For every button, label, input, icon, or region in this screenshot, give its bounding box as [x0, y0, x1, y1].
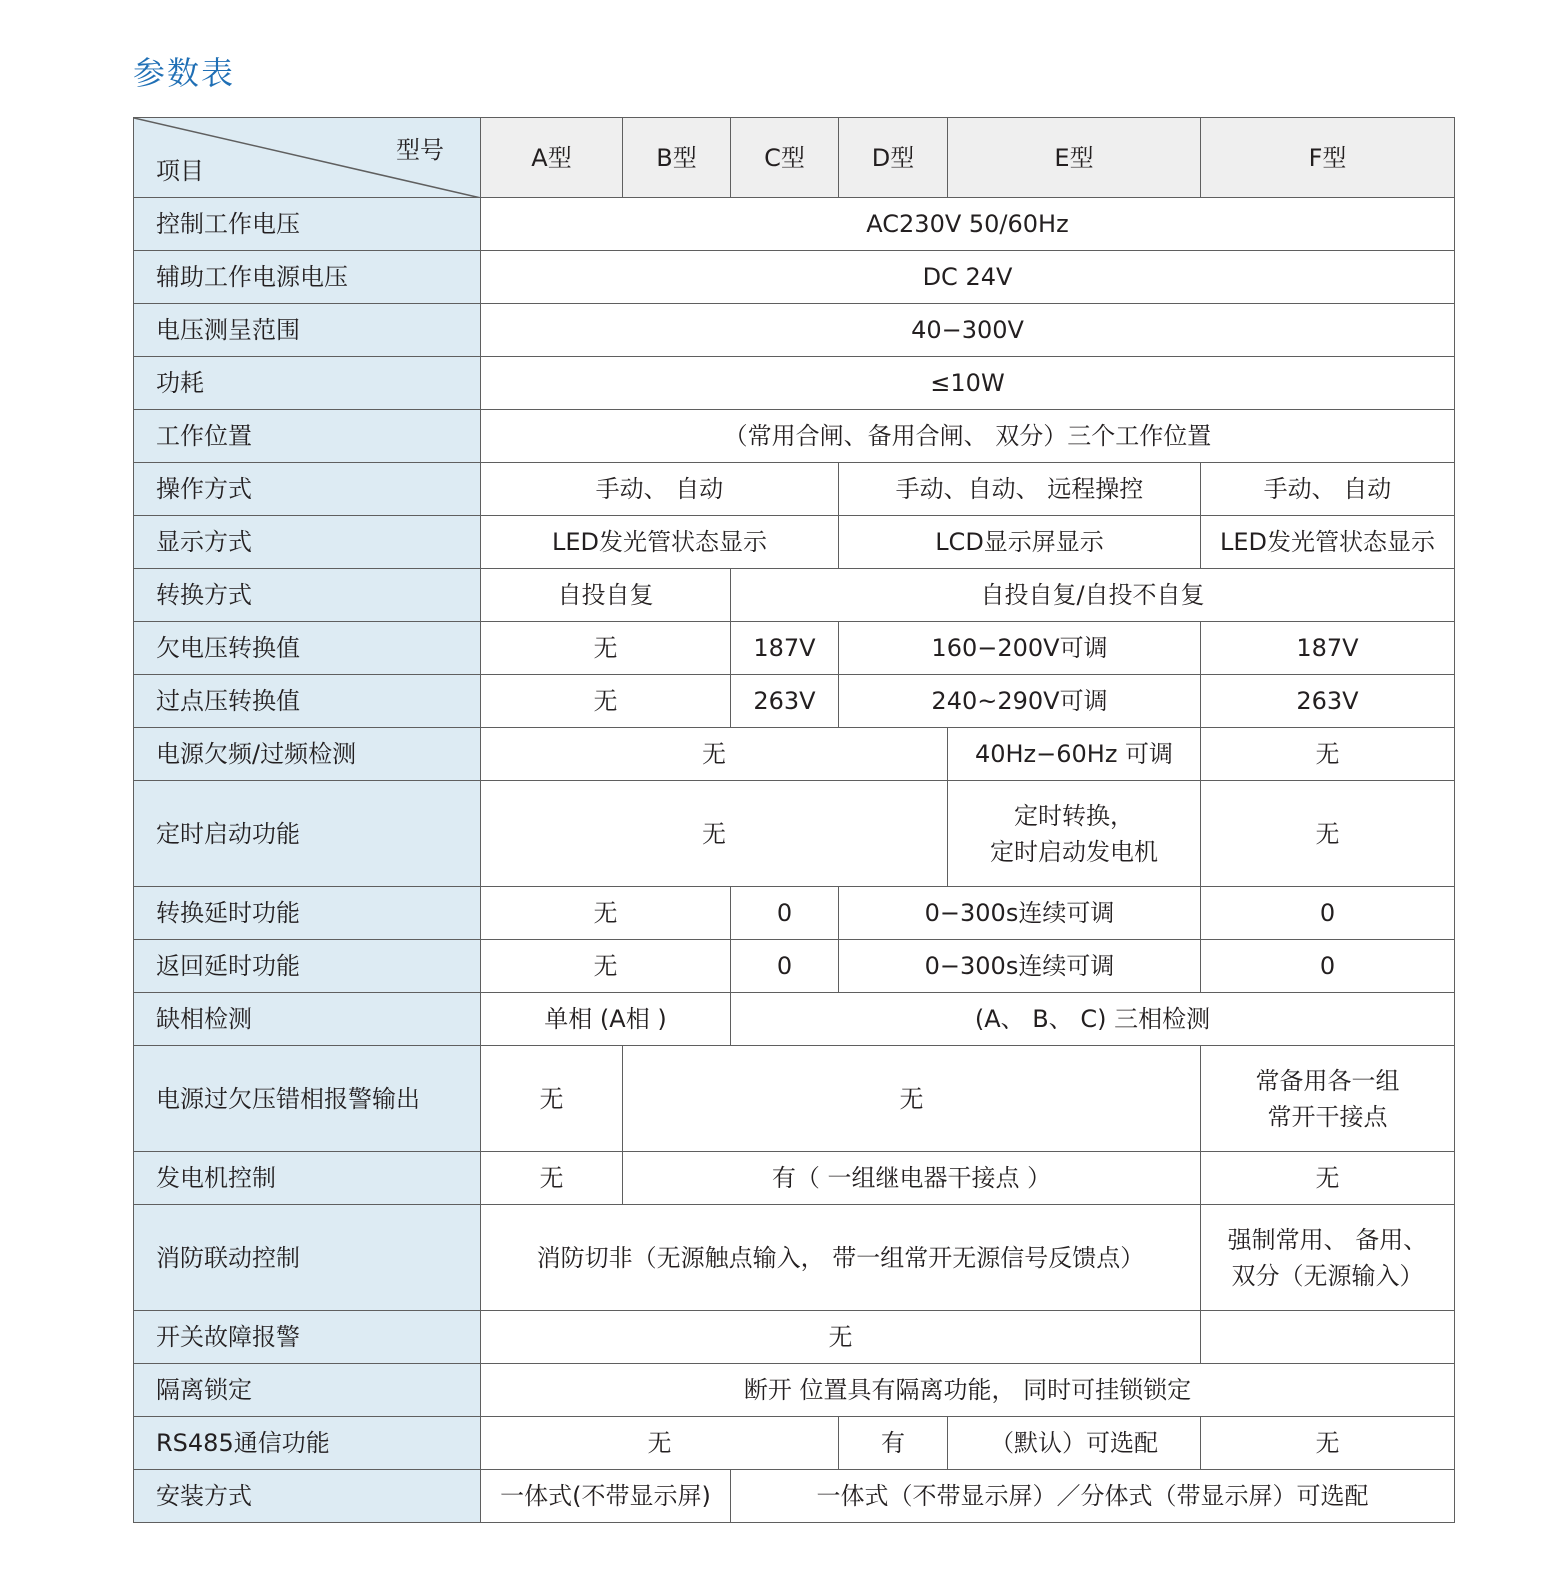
row-label: 过点压转换值 [134, 675, 481, 728]
value-cell [1201, 1046, 1455, 1152]
value-cell: 无 [481, 1152, 623, 1205]
table-row [134, 569, 1455, 622]
parameter-table [133, 117, 1455, 1523]
table-row [134, 675, 1455, 728]
table-row [134, 463, 1455, 516]
value-cell: 0 [731, 940, 839, 993]
table-row [134, 940, 1455, 993]
row-label: 转换方式 [134, 569, 481, 622]
table-row [134, 304, 1455, 357]
model-e-header: E型 [948, 118, 1201, 198]
value-cell: 有 [839, 1417, 948, 1470]
value-cell: 240~290V可调 [839, 675, 1201, 728]
value-line: 定时启动发电机 [990, 837, 1158, 866]
value-line: 强制常用、 备用、 [1227, 1225, 1428, 1254]
value-cell: 单相 (A相 ) [481, 993, 731, 1046]
value-cell: DC 24V [481, 251, 1455, 304]
row-label: 转换延时功能 [134, 887, 481, 940]
row-label: 发电机控制 [134, 1152, 481, 1205]
value-line: 常备用各一组 [1255, 1066, 1400, 1095]
value-cell [1201, 1205, 1455, 1311]
value-cell: 0 [731, 887, 839, 940]
value-cell: 消防切非（无源触点输入， 带一组常开无源信号反馈点） [481, 1205, 1201, 1311]
model-f-header: F型 [1201, 118, 1455, 198]
value-cell: 断开 位置具有隔离功能， 同时可挂锁锁定 [481, 1364, 1455, 1417]
value-cell: AC230V 50/60Hz [481, 198, 1455, 251]
value-cell: LED发光管状态显示 [481, 516, 839, 569]
value-line: 常开干接点 [1267, 1102, 1388, 1131]
row-label: 电源过欠压错相报警输出 [134, 1046, 481, 1152]
table-row [134, 887, 1455, 940]
row-label: RS485通信功能 [134, 1417, 481, 1470]
table-row [134, 198, 1455, 251]
value-cell: 无 [481, 781, 948, 887]
row-label: 开关故障报警 [134, 1311, 481, 1364]
item-heading: 项目 [156, 157, 204, 185]
table-row [134, 1046, 1455, 1152]
row-label: 电源欠频/过频检测 [134, 728, 481, 781]
model-heading: 型号 [396, 136, 444, 164]
value-cell: 0 [1201, 887, 1455, 940]
header-row [134, 118, 1455, 198]
row-label: 隔离锁定 [134, 1364, 481, 1417]
model-c-header: C型 [731, 118, 839, 198]
value-cell: ≤10W [481, 357, 1455, 410]
value-cell: 一体式（不带显示屏）／分体式（带显示屏）可选配 [731, 1470, 1455, 1523]
table-row [134, 1364, 1455, 1417]
row-label: 返回延时功能 [134, 940, 481, 993]
value-cell: 自投自复 [481, 569, 731, 622]
row-label: 缺相检测 [134, 993, 481, 1046]
row-label: 辅助工作电源电压 [134, 251, 481, 304]
value-cell: 无 [1201, 728, 1455, 781]
table-row [134, 993, 1455, 1046]
value-line: 双分（无源输入） [1231, 1261, 1424, 1290]
row-label: 控制工作电压 [134, 198, 481, 251]
model-a-header: A型 [481, 118, 623, 198]
table-row [134, 1205, 1455, 1311]
table-row [134, 1152, 1455, 1205]
row-label: 消防联动控制 [134, 1205, 481, 1311]
value-cell: （默认）可选配 [948, 1417, 1201, 1470]
value-cell [948, 781, 1201, 887]
value-cell: 263V [731, 675, 839, 728]
value-cell: 无 [1201, 781, 1455, 887]
value-cell: 无 [481, 940, 731, 993]
value-cell: 无 [1201, 1417, 1455, 1470]
value-cell: 0−300s连续可调 [839, 940, 1201, 993]
value-cell: 40Hz−60Hz 可调 [948, 728, 1201, 781]
table-row [134, 357, 1455, 410]
value-cell: (A、 B、 C) 三相检测 [731, 993, 1455, 1046]
value-cell: （常用合闸、备用合闸、 双分）三个工作位置 [481, 410, 1455, 463]
value-line: 定时转换， [1014, 801, 1134, 830]
row-label: 功耗 [134, 357, 481, 410]
diagonal-header-cell [134, 118, 481, 198]
value-cell: 有（ 一组继电器干接点 ） [623, 1152, 1201, 1205]
row-label: 安装方式 [134, 1470, 481, 1523]
table-row [134, 781, 1455, 887]
row-label: 定时启动功能 [134, 781, 481, 887]
table-row [134, 251, 1455, 304]
value-cell: 无 [481, 675, 731, 728]
value-cell: 无 [481, 1311, 1201, 1364]
value-cell: 263V [1201, 675, 1455, 728]
value-cell: LCD显示屏显示 [839, 516, 1201, 569]
value-cell: 0 [1201, 940, 1455, 993]
value-cell: 187V [1201, 622, 1455, 675]
table-row [134, 1470, 1455, 1523]
value-cell: 手动、自动、 远程操控 [839, 463, 1201, 516]
value-cell: 无 [481, 1046, 623, 1152]
value-cell: 187V [731, 622, 839, 675]
value-cell: LED发光管状态显示 [1201, 516, 1455, 569]
value-cell: 无 [481, 1417, 839, 1470]
value-cell: 无 [623, 1046, 1201, 1152]
value-cell: 40−300V [481, 304, 1455, 357]
table-row [134, 410, 1455, 463]
table-row [134, 622, 1455, 675]
value-cell: 160−200V可调 [839, 622, 1201, 675]
value-cell: 手动、 自动 [481, 463, 839, 516]
row-label: 欠电压转换值 [134, 622, 481, 675]
value-cell: 一体式(不带显示屏) [481, 1470, 731, 1523]
table-row [134, 728, 1455, 781]
value-cell: 手动、 自动 [1201, 463, 1455, 516]
value-cell: 无 [481, 887, 731, 940]
table-row [134, 1311, 1455, 1364]
table-row [134, 516, 1455, 569]
value-cell: 0−300s连续可调 [839, 887, 1201, 940]
row-label: 显示方式 [134, 516, 481, 569]
row-label: 操作方式 [134, 463, 481, 516]
value-cell: 无 [1201, 1152, 1455, 1205]
table-row [134, 1417, 1455, 1470]
value-cell [1201, 1311, 1455, 1364]
row-label: 电压测呈范围 [134, 304, 481, 357]
value-cell: 无 [481, 622, 731, 675]
row-label: 工作位置 [134, 410, 481, 463]
page-title: 参数表 [133, 54, 236, 92]
value-cell: 无 [481, 728, 948, 781]
value-cell: 自投自复/自投不自复 [731, 569, 1455, 622]
model-d-header: D型 [839, 118, 948, 198]
model-b-header: B型 [623, 118, 731, 198]
